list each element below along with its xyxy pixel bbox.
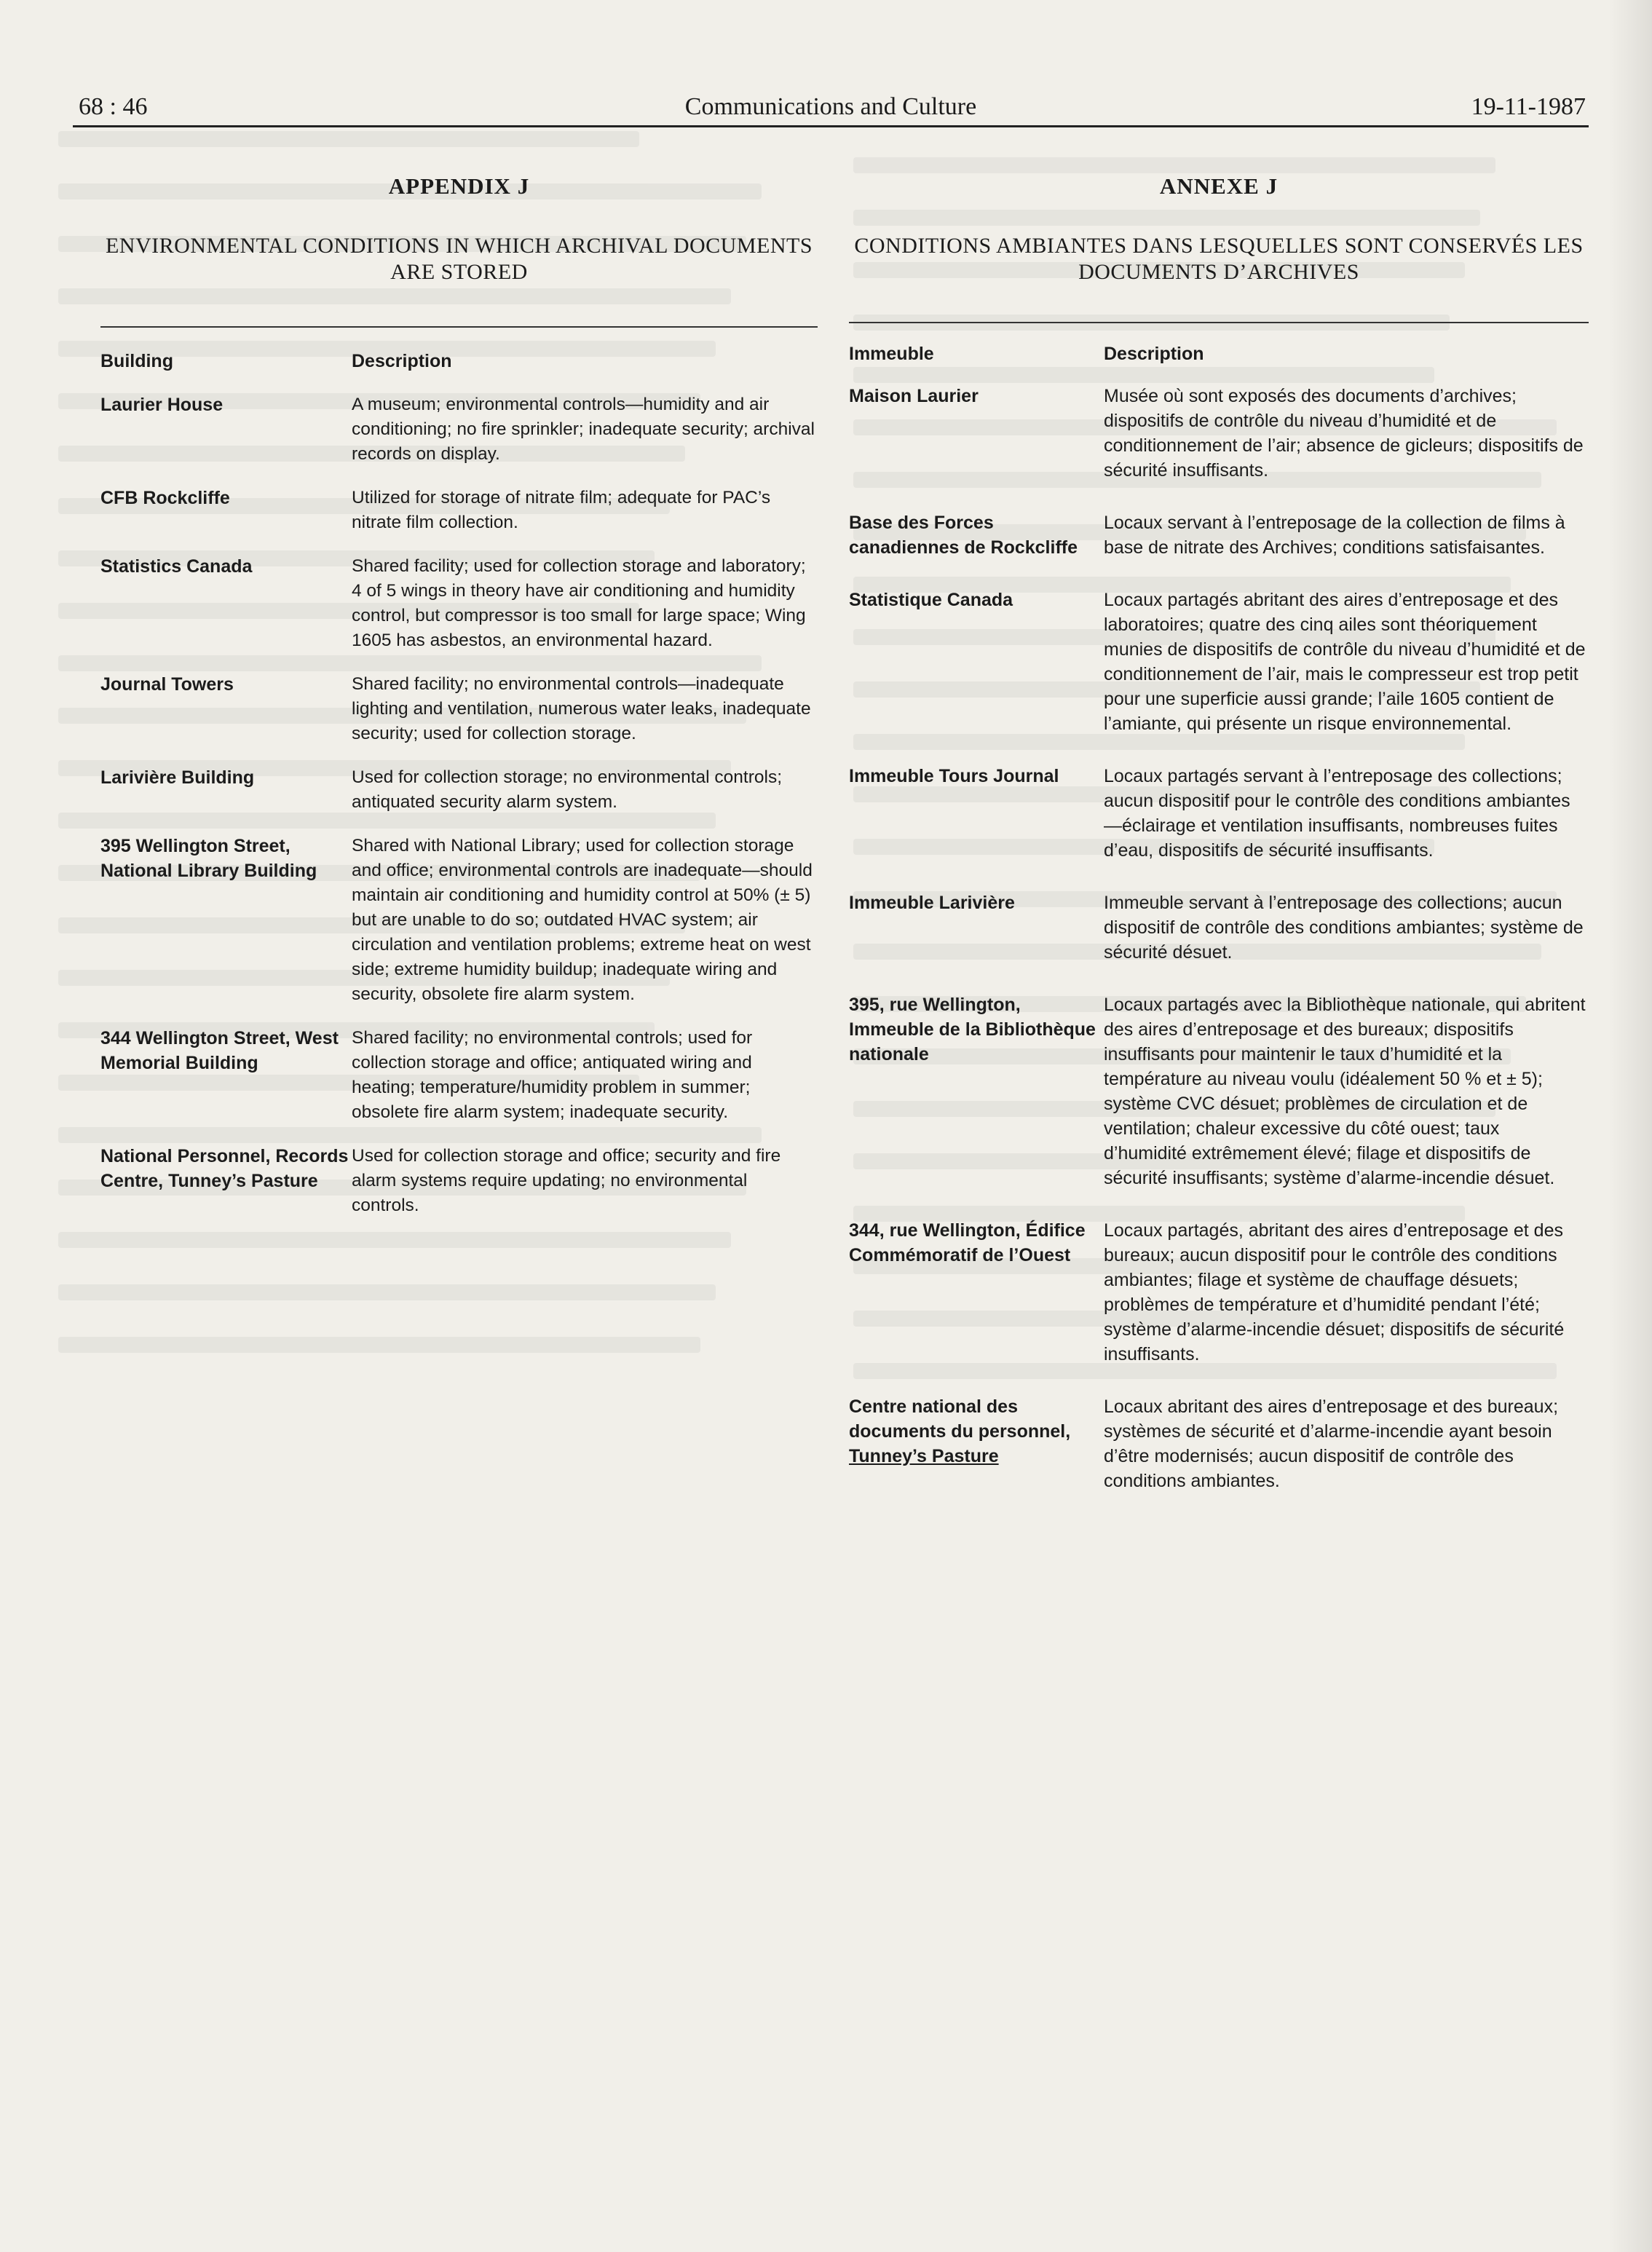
building-name [849, 1394, 1104, 1493]
building-description: Shared facility; no environmental controls—inadequate lighting and ventilation, numerous water leaks, inadequate security; used for collection storage. [352, 674, 811, 743]
description-column-header: Description [1104, 344, 1204, 364]
table-header [849, 344, 1589, 365]
ghost-text-line [58, 131, 639, 147]
table-row [100, 765, 818, 815]
page-number: 68 : 46 [79, 93, 148, 120]
page-fold-shadow [1608, 0, 1652, 2252]
building-name: 395 Wellington Street, National Library Building [100, 836, 317, 881]
building-description: A museum; environmental controls—humidity and air conditioning; no fire sprinkler; inadequate security; archival records on display. [352, 395, 815, 464]
table-row [100, 672, 818, 746]
ghost-text-line [58, 1284, 716, 1300]
english-column [100, 167, 818, 1218]
building-description: Locaux abritant des aires d’entreposage et des bureaux; systèmes de sécurité et d’alarme-incendie ayant besoin d’être modernisés; aucun dispositif de contrôle des conditions ambiantes. [1104, 1396, 1559, 1491]
building-description: Shared facility; no environmental controls; used for collection storage and office; antiquated wiring and heating; temperature/humidity problem in summer; obsolete fire alarm system; inadequate security. [352, 1028, 753, 1122]
building-column-header: Immeuble [849, 344, 934, 364]
committee-name: Communications and Culture [684, 93, 977, 120]
building-description: Locaux partagés, abritant des aires d’entreposage et des bureaux; aucun dispositif pour le contrôle des conditions ambiantes; filage et système de chauffage désuets; problèmes de température et d’humidité pendant l’été; système d’alarme-incendie désuet; dispositifs de sécurité insuffisants. [1104, 1220, 1565, 1364]
building-name: Larivière Building [100, 767, 255, 788]
table-row [100, 554, 818, 653]
building-name: Immeuble Tours Journal [849, 766, 1059, 786]
building-description: Utilized for storage of nitrate film; adequate for PAC’s nitrate film collection. [352, 488, 771, 532]
building-description: Locaux partagés abritant des aires d’entreposage et des laboratoires; quatre des cinq ailes sont théoriquement munies de dispositifs de contrôle du niveau d’humidité et de conditionnement de l’air, mais le compresseur est trop petit pour une superficie aussi grande; l’aile 1605 contient de l’amiante, qui présente un risque environnemental. [1104, 590, 1586, 734]
header-rule [73, 125, 1589, 127]
french-column [849, 167, 1589, 1493]
table-row [849, 510, 1589, 560]
building-description: Used for collection storage; no environmental controls; antiquated security alarm system. [352, 767, 783, 812]
appendix-title: APPENDIX J [388, 173, 530, 199]
building-name: CFB Rockcliffe [100, 488, 230, 508]
table-row [849, 890, 1589, 965]
ghost-text-line [58, 1232, 731, 1248]
table-row [100, 834, 818, 1007]
table-row [849, 1394, 1589, 1493]
building-description: Locaux servant à l’entreposage de la collection de films à base de nitrate des Archives; conditions satisfaisantes. [1104, 513, 1565, 558]
table-row [100, 486, 818, 535]
building-description: Immeuble servant à l’entreposage des collections; aucun dispositif de contrôle des conditions ambiantes; système de sécurité désuet. [1104, 893, 1584, 963]
building-name: Immeuble Larivière [849, 893, 1015, 913]
building-name-underlined: Tunney’s Pasture [849, 1446, 999, 1466]
building-description: Locaux partagés avec la Bibliothèque nationale, qui abritent des aires d’entreposage et des bureaux; dispositifs insuffisants pour maintenir le taux d’humidité et la température au niveau voulu (idéalement 50 % et ± 5); système CVC désuet; problèmes de circulation et de ventilation; chaleur excessive du côté ouest; taux d’humidité extrêmement élevé; filage et dispositifs de sécurité insuffisants; système d’alarme-incendie désuet. [1104, 995, 1586, 1188]
table-row [849, 1218, 1589, 1367]
table-row [849, 588, 1589, 736]
building-name: Laurier House [100, 395, 224, 415]
annexe-subtitle: CONDITIONS AMBIANTES DANS LESQUELLES SONT CONSERVÉS LES DOCUMENTS D’ARCHIVES [854, 234, 1584, 284]
building-name: Journal Towers [100, 674, 234, 695]
building-name-prefix: Centre national des documents du personnel, [849, 1396, 1071, 1442]
appendix-subtitle: ENVIRONMENTAL CONDITIONS IN WHICH ARCHIVAL DOCUMENTS ARE STORED [105, 234, 813, 284]
building-name: 395, rue Wellington, Immeuble de la Bibliothèque nationale [849, 995, 1096, 1064]
building-name: Statistics Canada [100, 556, 253, 577]
table-row [849, 764, 1589, 863]
building-name: Base des Forces canadiennes de Rockcliffe [849, 513, 1078, 558]
section-rule [100, 326, 818, 328]
building-description: Shared facility; used for collection storage and laboratory; 4 of 5 wings in theory have air conditioning and humidity control, but compressor is too small for large space; Wing 1605 has asbestos, an environmental hazard. [352, 556, 806, 650]
table-row [100, 392, 818, 467]
page-header [73, 86, 1589, 130]
ghost-text-line [58, 1337, 700, 1353]
section-rule [849, 322, 1589, 323]
table-row [849, 992, 1589, 1190]
building-name: National Personnel, Records Centre, Tunney’s Pasture [100, 1146, 349, 1191]
table-header [100, 351, 818, 372]
building-column-header: Building [100, 351, 173, 371]
table-row [849, 384, 1589, 483]
building-description: Shared with National Library; used for collection storage and office; environmental controls are inadequate—should maintain air conditioning and humidity control at 50% (± 5) but are unable to do so; outdated HVAC system; air circulation and ventilation problems; extreme heat on west side; extreme humidity buildup; inadequate wiring and security, obsolete fire alarm system. [352, 836, 813, 1004]
building-name: Statistique Canada [849, 590, 1013, 610]
building-name: 344, rue Wellington, Édifice Commémoratif de l’Ouest [849, 1220, 1086, 1265]
table-row [100, 1144, 818, 1218]
building-description: Musée où sont exposés des documents d’archives; dispositifs de contrôle du niveau d’humidité et de conditionnement de l’air; absence de gicleurs; dispositifs de sécurité insuffisants. [1104, 386, 1584, 481]
description-column-header: Description [352, 351, 452, 371]
header-date: 19-11-1987 [1471, 93, 1586, 120]
annexe-title: ANNEXE J [1159, 173, 1278, 199]
building-name: 344 Wellington Street, West Memorial Building [100, 1028, 339, 1073]
table-row [100, 1026, 818, 1125]
building-description: Locaux partagés servant à l’entreposage des collections; aucun dispositif pour le contrôle des conditions ambiantes—éclairage et ventilation insuffisants, nombreuses fuites d’eau, dispositifs de sécurité insuffisants. [1104, 766, 1570, 861]
building-name: Maison Laurier [849, 386, 979, 406]
building-description: Used for collection storage and office; security and fire alarm systems require updating; no environmental controls. [352, 1146, 781, 1215]
